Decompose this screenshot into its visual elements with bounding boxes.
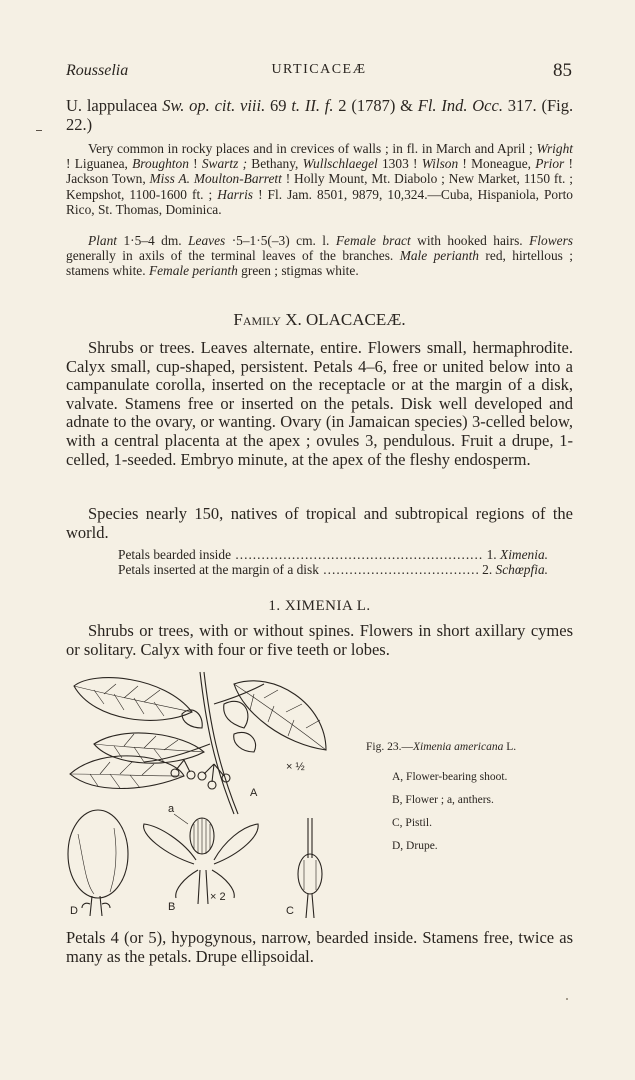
page-speck bbox=[566, 998, 568, 1000]
figure-part-a: A, Flower-bearing shoot. bbox=[392, 771, 508, 783]
genus-heading: 1. XIMENIA L. bbox=[268, 598, 371, 614]
label-c: C bbox=[286, 905, 294, 917]
label-anthers: a bbox=[168, 803, 175, 815]
genus-description: Shrubs or trees, with or without spines. Flowers in short axillary cymes or solitary. Calyx with four or five teeth or lobes. bbox=[66, 621, 573, 659]
label-b: B bbox=[168, 901, 176, 913]
figure-ximenia bbox=[64, 664, 354, 926]
family-heading: Family X. OLACACEÆ. bbox=[233, 310, 406, 329]
family-description: Shrubs or trees. Leaves alternate, entire. Flowers small, hermaphrodite. Calyx small, cup-shaped, persistent. Petals 4–6, free or united below into a campanulate corolla, inserted on the receptacle or at the margin of a disk, valvate. Stamens free or inserted on the petals. Disk well developed and adnate to the ovary, or wanting. Ovary (in Jamaican species) 3-celled below, with a central placenta at the apex ; ovules 3, pendulous. Fruit a drupe, 1-celled, 1-seeded. Embryo minute, at the apex of the fleshy endosperm. bbox=[66, 338, 573, 469]
species-habitat: Very common in rocky places and in crevices of walls ; in fl. in March and April ; Wright ! Liguanea, Broughton ! Swartz ; Bethany, Wullschlaegel 1303 ! Wilson ! Moneague, Prior ! Jackson Town, Miss A. Moulton-Barrett ! Holly Mount, Mt. Diabolo ; New Market, 1150 ft. ; Kempshot, 1100-1600 ft. ; Harris ! Fl. Jam. 8501, 9879, 10,324.—Cuba, Hispaniola, Porto Rico, St. Thomas, Dominica. bbox=[66, 141, 573, 217]
genus-diagnosis: Petals 4 (or 5), hypogynous, narrow, bearded inside. Stamens free, twice as many as the petals. Drupe ellipsoidal. bbox=[66, 928, 573, 966]
species-note: Species nearly 150, natives of tropical and subtropical regions of the world. bbox=[66, 504, 573, 542]
scale-two-label: × 2 bbox=[210, 891, 226, 903]
species-heading: U. lappulacea Sw. op. cit. viii. 69 t. II. f. 2 (1787) & Fl. Ind. Occ. 317. (Fig. 22.) bbox=[66, 96, 574, 134]
genus-key bbox=[118, 547, 548, 577]
page-number: 85 bbox=[553, 60, 572, 81]
key-row: Petals bearded inside ..... 1. Ximenia. bbox=[118, 547, 548, 562]
figure-part-d: D, Drupe. bbox=[392, 840, 438, 852]
figure-part-c: C, Pistil. bbox=[392, 817, 432, 829]
figure-caption: Fig. 23.—Ximenia americana L. bbox=[366, 741, 517, 753]
label-a-upper: A bbox=[250, 787, 258, 799]
running-head bbox=[66, 60, 572, 84]
species-description: Plant 1·5–4 dm. Leaves ·5–1·5(–3) cm. l. Female bract with hooked hairs. Flowers generally in axils of the terminal leaves of the branches. Male perianth red, hirtellous ; stamens white. Female perianth green ; stigmas white. bbox=[66, 233, 573, 279]
running-head-left: Rousselia bbox=[66, 62, 129, 79]
margin-mark bbox=[36, 130, 42, 131]
label-d: D bbox=[70, 905, 78, 917]
running-head-center: URTICACEÆ bbox=[271, 62, 367, 77]
key-row: Petals inserted at the margin of a disk ..... 2. Schœpfia. bbox=[118, 562, 548, 577]
scale-half-label: × ½ bbox=[286, 761, 305, 773]
figure-part-b: B, Flower ; a, anthers. bbox=[392, 794, 494, 806]
botanical-illustration bbox=[64, 664, 354, 926]
